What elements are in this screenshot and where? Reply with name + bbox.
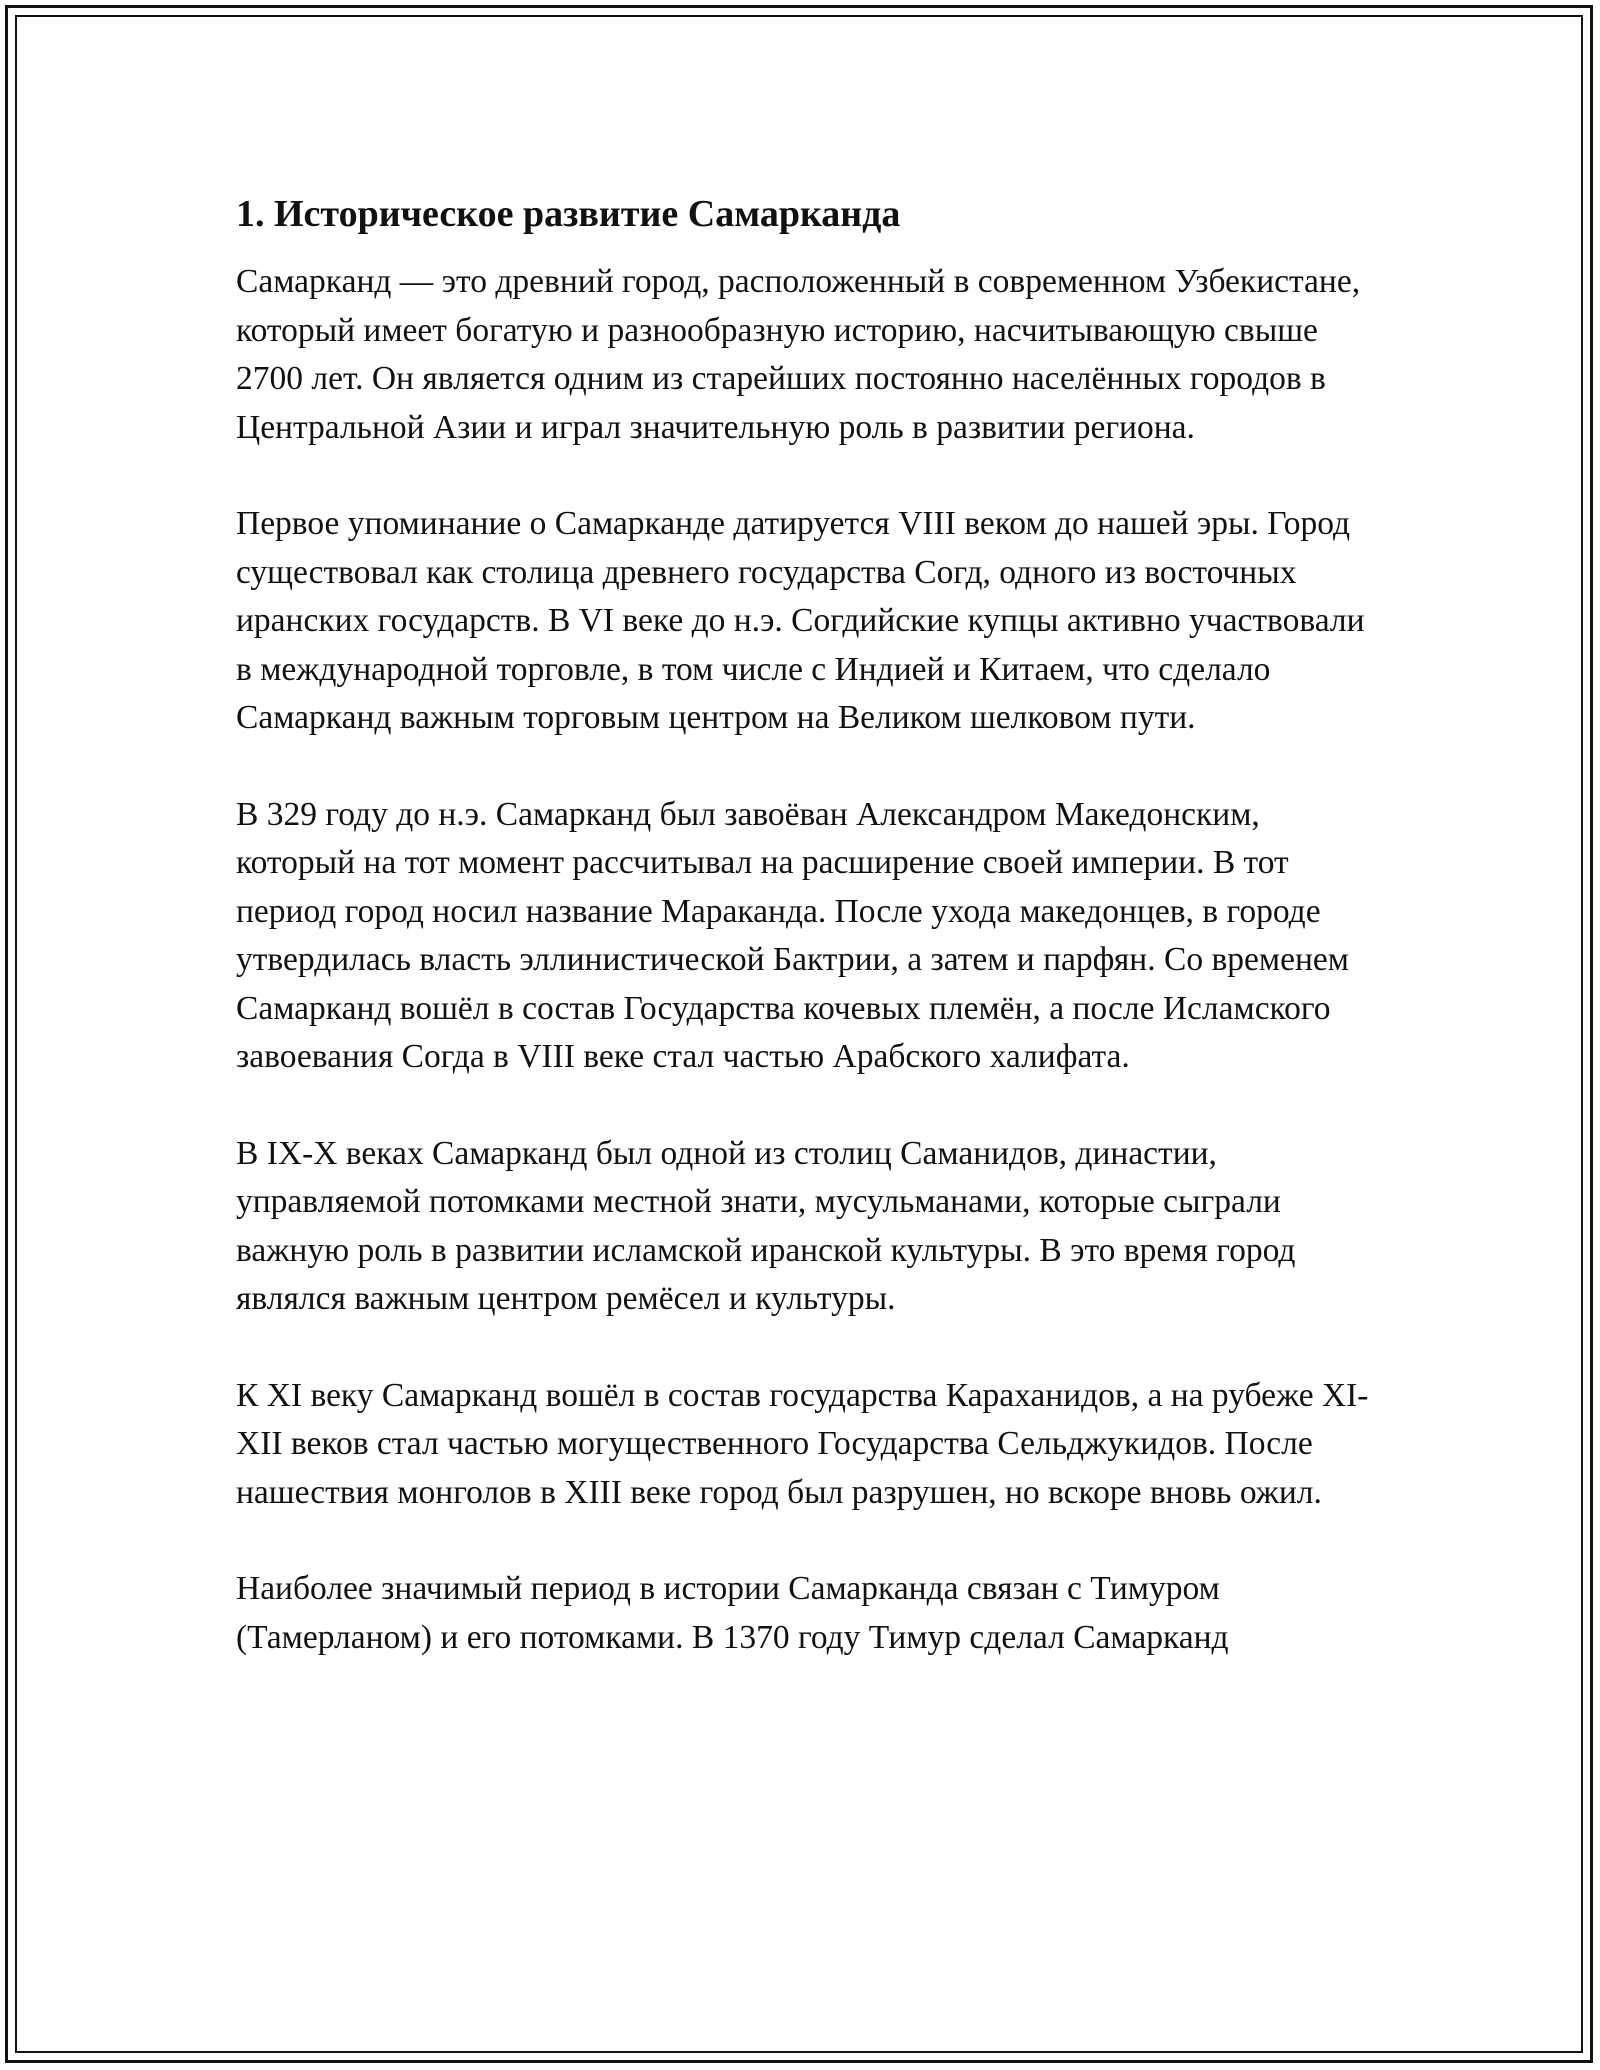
paragraph-intro: Самарканд — это древний город, расположенный в современном Узбекистане, который имеет богатую и разнообразную историю, насчитывающую свыше 2700 лет. Он является одним из старейших постоянно населённых городов в Центральной Азии и играл значительную роль в развитии региона. [236,263,1361,446]
paragraph-karakhanids: К XI веку Самарканд вошёл в состав государства Караханидов, а на рубеже XI-XII веков стал частью могущественного Государства Сельджукидов. После нашествия монголов в XIII веке город был разрушен, но вскоре вновь ожил. [236,1376,1369,1511]
paragraph-sogd: Первое упоминание о Самарканде датируется VIII веком до нашей эры. Город существовал как столица древнего государства Согд, одного из восточных иранских государств. В VI веке до н.э. Согдийские купцы активно участвовали в международной торговле, в том числе с Индией и Китаем, что сделало Самарканд важным торговым центром на Великом шелковом пути. [236,505,1365,736]
document-body [236,188,1376,1710]
paragraph-alexander: В 329 году до н.э. Самарканд был завоёван Александром Македонским, который на тот момент рассчитывал на расширение своей империи. В тот период город носил название Мараканда. После ухода македонцев, в городе утвердилась власть эллинистической Бактрии, а затем и парфян. Со временем Самарканд вошёл в состав Государства кочевых племён, а после Исламского завоевания Согда в VIII веке стал частью Арабского халифата. [236,795,1349,1075]
paragraph-samanids: В IX-X веках Самарканд был одной из столиц Саманидов, династии, управляемой потомками местной знати, мусульманами, которые сыграли важную роль в развитии исламской иранской культуры. В это время город являлся важным центром ремёсел и культуры. [236,1134,1296,1317]
section-title: 1. Историческое развитие Самарканда [236,193,901,235]
paragraph-timur: Наиболее значимый период в истории Самарканда связан с Тимуром (Тамерланом) и его потомками. В 1370 году Тимур сделал Самарканд [236,1570,1229,1656]
